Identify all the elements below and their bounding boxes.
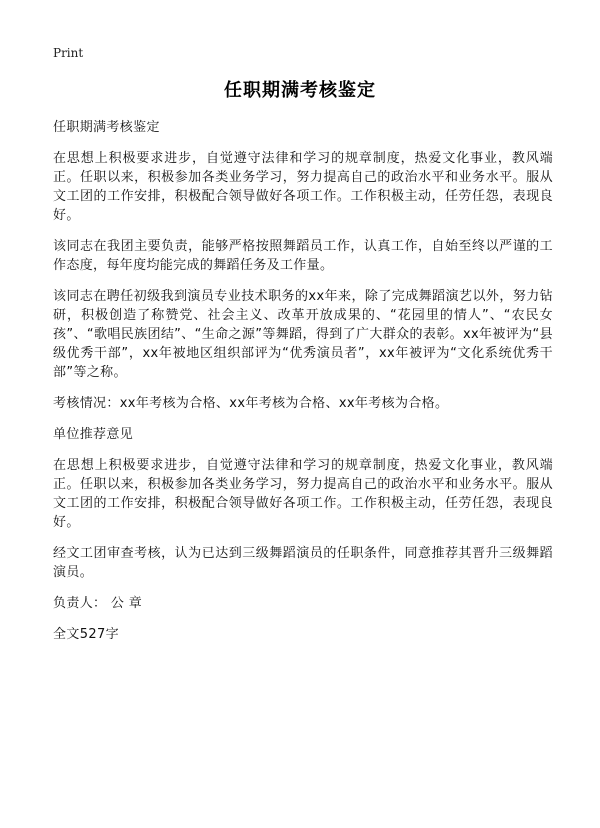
- signature-line: 负责人： 公 章: [53, 596, 143, 611]
- section-heading-recommendation: 单位推荐意见: [53, 427, 134, 442]
- paragraph-recommend-conduct: 在思想上积极要求进步，自觉遵守法律和学习的规章制度，热爱文化事业，教风端正。任职以来，积极参加各类业务学习，努力提高自己的政治水平和业务水平。服从文工团的工作安排，积极配合领导做好各项工作。工作积极主动，任劳任怨，表现良好。: [53, 458, 553, 530]
- document-title: 任职期满考核鉴定: [224, 80, 376, 101]
- paragraph-duties: 该同志在我团主要负责，能够严格按照舞蹈员工作，认真工作，自始至终以严谨的工作态度，每年度均能完成的舞蹈任务及工作量。: [53, 239, 553, 273]
- paragraph-assessment: 考核情况：xx年考核为合格、xx年考核为合格、xx年考核为合格。: [53, 396, 449, 411]
- paragraph-conduct: 在思想上积极要求进步，自觉遵守法律和学习的规章制度，热爱文化事业，教风端正。任职以来，积极参加各类业务学习，努力提高自己的政治水平和业务水平。服从文工团的工作安排，积极配合领导做好各项工作。工作积极主动，任劳任怨，表现良好。: [53, 151, 553, 223]
- word-count: 全文527字: [53, 627, 119, 642]
- document-subtitle: 任职期满考核鉴定: [53, 120, 160, 135]
- document-body: [53, 118, 553, 656]
- print-link[interactable]: Print: [53, 46, 84, 60]
- paragraph-recommend-conclusion: 经文工团审查考核，认为已达到三级舞蹈演员的任职条件，同意推荐其晋升三级舞蹈演员。: [53, 546, 553, 580]
- paragraph-achievements: 该同志在聘任初级我到演员专业技术职务的xx年来，除了完成舞蹈演艺以外，努力钻研，积极创造了称赞党、社会主义、改革开放成果的、“花园里的情人”、“农民女孩”、“歌唱民族团结”、“生命之源”等舞蹈，得到了广大群众的表彰。xx年被评为“县级优秀干部”，xx年被地区组织部评为“优秀演员者”，xx年被评为“文化系统优秀干部”等之称。: [53, 289, 553, 380]
